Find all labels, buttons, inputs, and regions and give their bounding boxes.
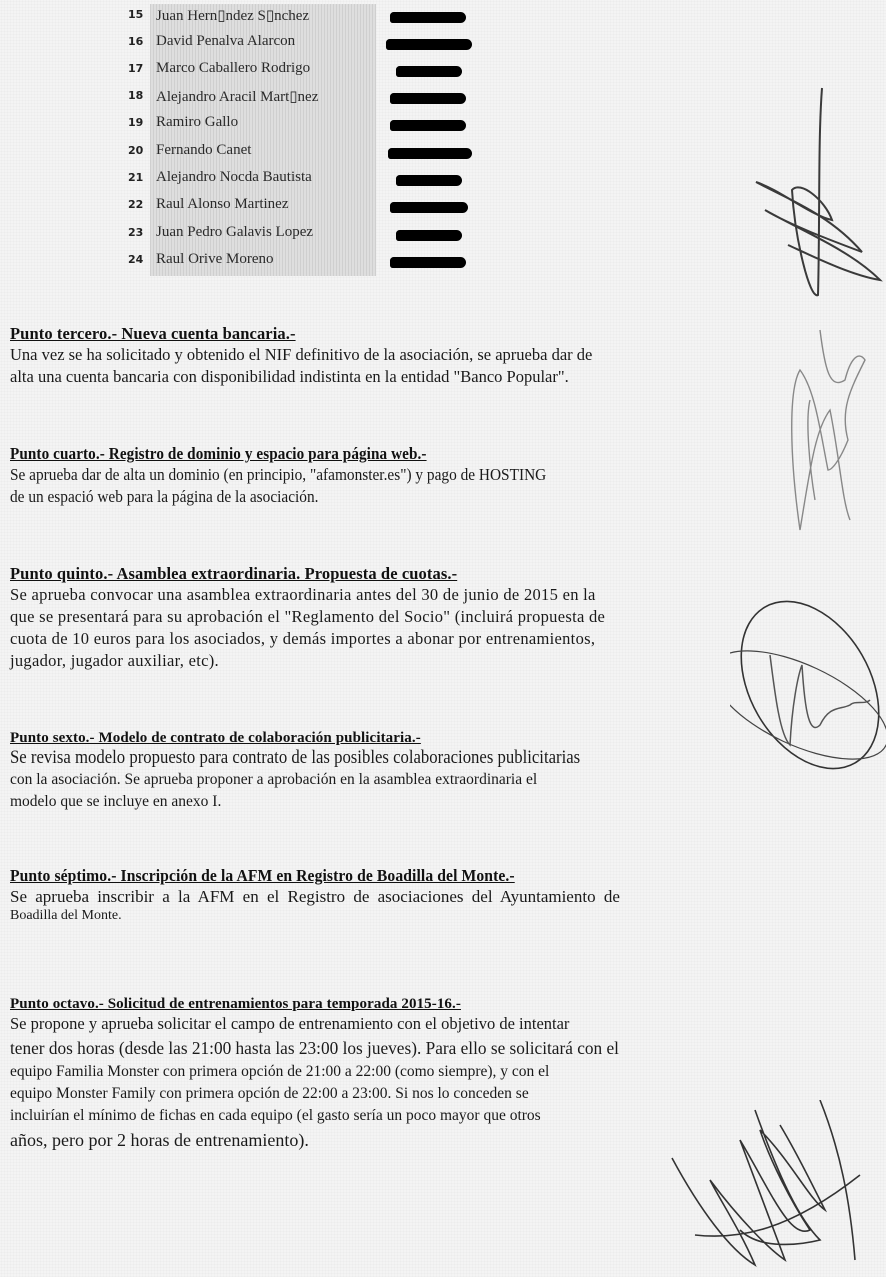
- redaction-bar: [396, 230, 462, 241]
- redaction-bar: [396, 66, 462, 77]
- member-row: [128, 194, 488, 220]
- section-body: [10, 464, 703, 508]
- member-name: Juan Pedro Galavis Lopez: [156, 224, 314, 240]
- signature-2: [770, 320, 880, 540]
- member-row: [128, 31, 488, 57]
- member-name: David Penalva Alarcon: [156, 33, 296, 49]
- member-row: [128, 167, 488, 193]
- body-line: Se propone y aprueba solicitar el campo de entrenamiento con el objetivo de intentar: [10, 1014, 570, 1033]
- section-body: [10, 344, 755, 388]
- redaction-bar: [388, 148, 472, 159]
- member-number: 24: [128, 253, 144, 266]
- member-name: Raul Orive Moreno: [156, 251, 274, 267]
- body-line: Se revisa modelo propuesto para contrato de las posibles colaboraciones publicitarias: [10, 747, 581, 768]
- member-name: Marco Caballero Rodrigo: [156, 60, 311, 76]
- member-number: 19: [128, 116, 144, 129]
- member-row: [128, 4, 488, 30]
- body-line: cuota de 10 euros para los asociados, y demás importes a abonar por entrenamientos,: [10, 629, 596, 648]
- section-title: Punto séptimo.- Inscripción de la AFM en Registro de Boadilla del Monte.-: [10, 866, 515, 885]
- body-line: equipo Monster Family con primera opción de 22:00 a 23:00. Si nos lo conceden se: [10, 1085, 529, 1102]
- body-line: Se aprueba dar de alta un dominio (en principio, "afamonster.es") y pago de HOSTING: [10, 465, 547, 484]
- section-body: [10, 1013, 755, 1153]
- member-name: Ramiro Gallo: [156, 114, 239, 130]
- section-body: [10, 584, 755, 672]
- section-title: Punto octavo.- Solicitud de entrenamientos para temporada 2015-16.-: [10, 996, 461, 1012]
- section-body: [10, 886, 755, 924]
- body-line: tener dos horas (desde las 21:00 hasta las 23:00 los jueves). Para ello se solicitará con el: [10, 1038, 619, 1058]
- section-punto-octavo: [10, 996, 755, 1153]
- signature-1: [740, 80, 886, 310]
- body-line: con la asociación. Se aprueba proponer a aprobación en la asamblea extraordinaria el: [10, 771, 538, 788]
- member-row: [128, 140, 488, 166]
- body-line: Una vez se ha solicitado y obtenido el NIF definitivo de la asociación, se aprueba dar de: [10, 345, 593, 364]
- section-punto-cuarto: [10, 444, 755, 508]
- section-title: Punto tercero.- Nueva cuenta bancaria.-: [10, 324, 296, 343]
- member-name: Fernando Canet: [156, 142, 252, 158]
- body-line: incluirían el mínimo de fichas en cada equipo (el gasto sería un poco mayor que otros: [10, 1107, 541, 1124]
- body-line: jugador, jugador auxiliar, etc).: [10, 651, 219, 670]
- member-number: 17: [128, 62, 144, 75]
- body-line: Se aprueba inscribir a la AFM en el Registro de asociaciones del Ayuntamiento de: [10, 887, 620, 906]
- member-name: Alejandro Nocda Bautista: [156, 169, 312, 185]
- redaction-bar: [396, 175, 462, 186]
- section-title: Punto cuarto.- Registro de dominio y espacio para página web.-: [10, 444, 427, 463]
- redaction-bar: [386, 39, 472, 50]
- redaction-bar: [390, 257, 466, 268]
- body-line: que se presentará para su aprobación el "Reglamento del Socio" (incluirá propuesta de: [10, 607, 606, 626]
- member-number: 15: [128, 8, 144, 21]
- section-body: [10, 747, 755, 813]
- body-line: de un espació web para la página de la asociación.: [10, 487, 319, 506]
- section-title: Punto quinto.- Asamblea extraordinaria. Propuesta de cuotas.-: [10, 564, 458, 583]
- redaction-bar: [390, 120, 466, 131]
- member-number: 16: [128, 35, 144, 48]
- section-punto-tercero: [10, 324, 755, 388]
- section-punto-sexto: [10, 730, 755, 813]
- member-name: Alejandro Aracil Mart▯nez: [156, 89, 319, 105]
- redaction-bar: [390, 202, 468, 213]
- member-row: [128, 112, 488, 138]
- body-line: Se aprueba convocar una asamblea extraordinaria antes del 30 de junio de 2015 en la: [10, 585, 596, 604]
- member-row: [128, 85, 488, 111]
- member-name: Juan Hern▯ndez S▯nchez: [156, 8, 310, 24]
- member-row: [128, 222, 488, 248]
- body-line: Boadilla del Monte.: [10, 908, 122, 923]
- section-punto-quinto: [10, 564, 755, 672]
- section-punto-septimo: [10, 866, 755, 924]
- member-row: [128, 249, 488, 275]
- body-line: modelo que se incluye en anexo I.: [10, 793, 222, 810]
- redaction-bar: [390, 93, 466, 104]
- member-number: 22: [128, 198, 144, 211]
- redaction-bar: [390, 12, 466, 23]
- body-line: alta una cuenta bancaria con disponibilidad indistinta en la entidad "Banco Popular".: [10, 367, 569, 386]
- body-line: equipo Familia Monster con primera opción de 21:00 a 22:00 (como siempre), y con el: [10, 1063, 550, 1080]
- member-number: 18: [128, 89, 144, 102]
- member-number: 23: [128, 226, 144, 239]
- section-title: Punto sexto.- Modelo de contrato de colaboración publicitaria.-: [10, 730, 421, 746]
- member-number: 21: [128, 171, 144, 184]
- member-row: [128, 58, 488, 84]
- body-line: años, pero por 2 horas de entrenamiento).: [10, 1130, 309, 1150]
- member-number: 20: [128, 144, 144, 157]
- member-name: Raul Alonso Martinez: [156, 196, 289, 212]
